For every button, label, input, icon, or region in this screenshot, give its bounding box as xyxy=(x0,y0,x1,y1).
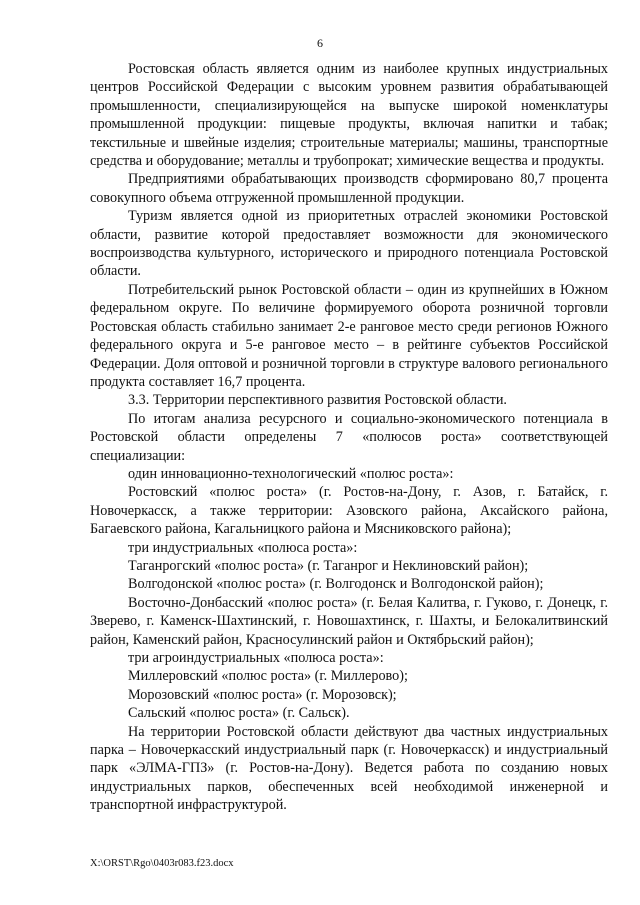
paragraph-industry: Ростовская область является одним из наиболее крупных индустриальных центров Российской Федерации с высоким уровнем развития обрабатывающей промышленности, специализирующейся на выпуске широкой номенклатуры промышленной продукции: пищевые продукты, включая напитки и табак; текстильные и швейные изделия; строительные материалы; машины, транспортные средства и оборудование; металлы и трубопрокат; химические вещества и продукты. xyxy=(90,61,608,170)
footer-file-path: X:\ORST\Rgo\0403r083.f23.docx xyxy=(90,858,234,869)
section-heading: 3.3. Территории перспективного развития Ростовской области. xyxy=(128,392,507,409)
paragraph-consumer-market: Потребительский рынок Ростовской области – один из крупнейших в Южном федеральном округе. По величине формируемого оборота розничной торговли Ростовская область стабильно занимает 2-е ранговое место среди регионов Южного федерального округа и 5-е ранговое место – в рейтинге субъектов Российской Федерации. Доля оптовой и розничной торговли в структуре валового регионального продукта составляет 16,7 процента. xyxy=(90,281,608,390)
list-item-volgodonsk-pole: Волгодонской «полюс роста» (г. Волгодонск и Волгодонской район); xyxy=(128,576,544,593)
list-item-east-donbass-pole: Восточно-Донбасский «полюс роста» (г. Белая Калитва, г. Гуково, г. Донецк, г. Зверево, г. Каменск-Шахтинский, г. Новошахтинск, г. Шахты, и Белокалитвинский район, Каменский район, Красносулинский район и Октябрьский район); xyxy=(90,594,608,648)
list-item-salsk-pole: Сальский «полюс роста» (г. Сальск). xyxy=(128,705,350,722)
list-item-millerovo-pole: Миллеровский «полюс роста» (г. Миллерово); xyxy=(128,668,408,685)
paragraph-industrial-parks: На территории Ростовской области действуют два частных индустриальных парка – Новочеркасский индустриальный парк (г. Новочеркасск) и индустриальный парк «ЭЛМА-ГПЗ» (г. Ростов-на-Дону). Ведется работа по созданию новых индустриальных парков, обеспеченных всей необходимой инженерной и транспортной инфраструктурой. xyxy=(90,723,608,814)
document-body xyxy=(90,60,608,815)
list-item-morozovsk-pole: Морозовский «полюс роста» (г. Морозовск); xyxy=(128,686,397,703)
list-heading-innovation: один инновационно-технологический «полюс роста»: xyxy=(128,465,454,482)
paragraph-tourism: Туризм является одной из приоритетных отраслей экономики Ростовской области, развитие которой предоставляет возможности для экономического воспроизводства культурного, исторического и природного потенциала Ростовской области. xyxy=(90,208,608,280)
paragraph-growth-poles-intro: По итогам анализа ресурсного и социально-экономического потенциала в Ростовской области определены 7 «полюсов роста» соответствующей специализации: xyxy=(90,410,608,464)
list-item-rostov-pole: Ростовский «полюс роста» (г. Ростов-на-Дону, г. Азов, г. Батайск, г. Новочеркасск, а также территории: Азовского района, Аксайского района, Багаевского района, Кагальницкого района и Мясниковского района); xyxy=(90,484,608,538)
paragraph-manufacturing-share: Предприятиями обрабатывающих производств сформировано 80,7 процента совокупного объема отгруженной промышленной продукции. xyxy=(90,171,608,206)
list-item-taganrog-pole: Таганрогский «полюс роста» (г. Таганрог и Неклиновский район); xyxy=(128,557,529,574)
list-heading-agroindustrial: три агроиндустриальных «полюса роста»: xyxy=(128,650,384,666)
page-number: 6 xyxy=(317,36,323,50)
list-heading-industrial: три индустриальных «полюса роста»: xyxy=(128,539,358,556)
